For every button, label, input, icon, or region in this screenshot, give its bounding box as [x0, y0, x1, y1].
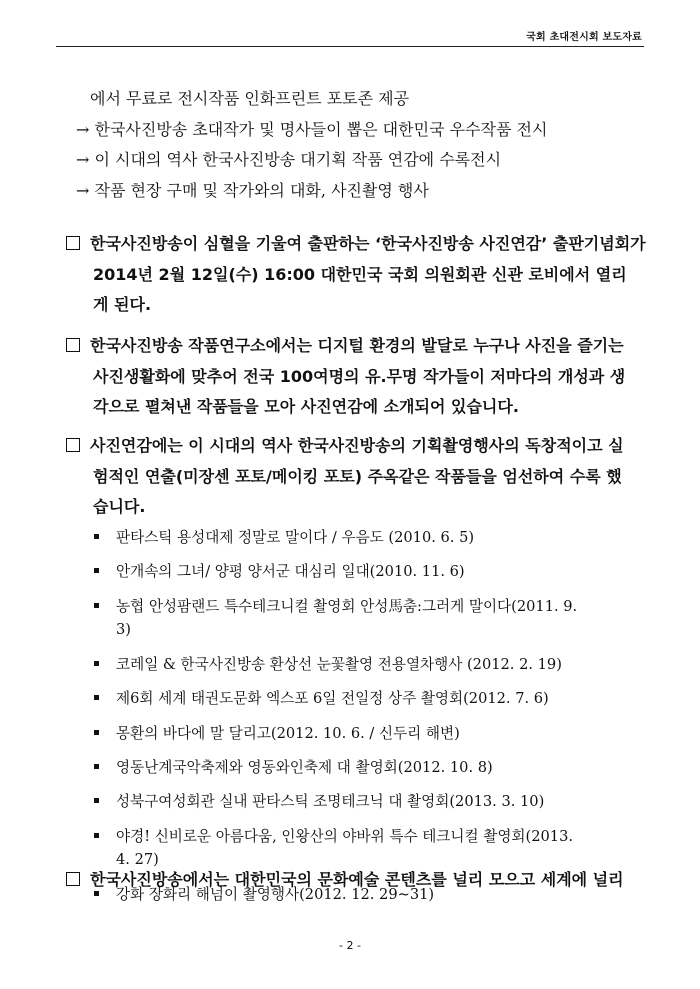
list-item: 제6회 세계 태권도문화 엑스포 6일 전일정 상주 촬영회(2012. 7. 6) [94, 687, 654, 711]
paragraph-research-center [66, 331, 656, 423]
intro-line: → 한국사진방송 초대작가 및 명사들이 뽑은 대한민국 우수작품 전시 [76, 119, 548, 139]
bullet-square-icon [94, 764, 99, 769]
paragraph-line: 게 된다. [93, 295, 152, 314]
intro-line: → 이 시대의 역사 한국사진방송 대기획 작품 연감에 수록전시 [76, 150, 502, 169]
header-divider [56, 46, 644, 47]
paragraph-culture-content [66, 865, 656, 896]
list-item: 야경! 신비로운 아름다움, 인왕산의 야바위 특수 테크니컬 촬영회(2013. 4. 27) [94, 825, 654, 872]
list-item: 영동난계국악축제와 영동와인축제 대 촬영회(2012. 10. 8) [94, 756, 654, 780]
paragraph-line: 험적인 연출(미장센 포토/메이킹 포토) 주옥같은 작품들을 엄선하여 수록 했 [93, 466, 622, 486]
intro-line: 에서 무료로 전시작품 인화프린트 포토존 제공 [90, 89, 410, 108]
intro-section [76, 84, 656, 206]
event-list [94, 526, 654, 917]
page-number: - 2 - [339, 939, 361, 952]
bullet-square-icon [94, 603, 99, 608]
document-header-title: 국회 초대전시회 보도자료 [526, 32, 642, 43]
list-item: 농협 안성팜랜드 특수테크니컬 촬영회 안성馬춤:그러게 말이다(2011. 9. 3) [94, 595, 654, 642]
paragraph-line: 한국사진방송 작품연구소에서는 디지털 환경의 발달로 누구나 사진을 즐기는 [90, 336, 624, 355]
list-item: 강화 장화리 해넘이 촬영행사(2012. 12. 29~31) [94, 883, 654, 907]
bullet-square-icon [94, 798, 99, 803]
paragraph-line: 각으로 펼쳐낸 작품들을 모아 사진연감에 소개되어 있습니다. [93, 397, 519, 416]
intro-line: → 작품 현장 구매 및 작가와의 대화, 사진촬영 행사 [76, 180, 429, 200]
bullet-square-icon [94, 695, 99, 700]
paragraph-line: 습니다. [93, 497, 146, 516]
bullet-square-icon [94, 730, 99, 735]
list-item: 몽환의 바다에 말 달리고(2012. 10. 6. / 신두리 해변) [94, 722, 654, 746]
paragraph-yearbook-contents [66, 431, 656, 523]
checkbox-square-icon [66, 872, 80, 886]
paragraph-line: 사진연감에는 이 시대의 역사 한국사진방송의 기획촬영행사의 독창적이고 실 [90, 436, 624, 455]
list-item: 안개속의 그녀/ 양평 양서군 대심리 일대(2010. 11. 6) [94, 560, 654, 584]
checkbox-square-icon [66, 236, 80, 250]
bullet-square-icon [94, 568, 99, 573]
paragraph-line: 사진생활화에 맞추어 전국 100여명의 유.무명 작가들이 저마다의 개성과 생 [93, 366, 626, 386]
bullet-square-icon [94, 661, 99, 666]
checkbox-square-icon [66, 338, 80, 352]
checkbox-square-icon [66, 438, 80, 452]
list-item: 성북구여성회관 실내 판타스틱 조명테크닉 대 촬영회(2013. 3. 10) [94, 790, 654, 814]
bullet-square-icon [94, 833, 99, 838]
paragraph-line: 2014년 2월 12일(수) 16:00 대한민국 국회 의원회관 신관 로비에서 열리 [93, 264, 627, 284]
paragraph-line: 한국사진방송에서는 대한민국의 문화예술 콘텐츠를 널리 모으고 세계에 널리 [90, 870, 624, 889]
paragraph-line: 한국사진방송이 심혈을 기울여 출판하는 ‘한국사진방송 사진연감’ 출판기념회가 [90, 234, 646, 253]
paragraph-publication-event [66, 229, 656, 321]
list-item: 코레일 & 한국사진방송 환상선 눈꽃촬영 전용열차행사 (2012. 2. 19) [94, 653, 654, 677]
bullet-square-icon [94, 534, 99, 539]
list-item: 판타스틱 용성대제 정말로 말이다 / 우음도 (2010. 6. 5) [94, 526, 654, 550]
